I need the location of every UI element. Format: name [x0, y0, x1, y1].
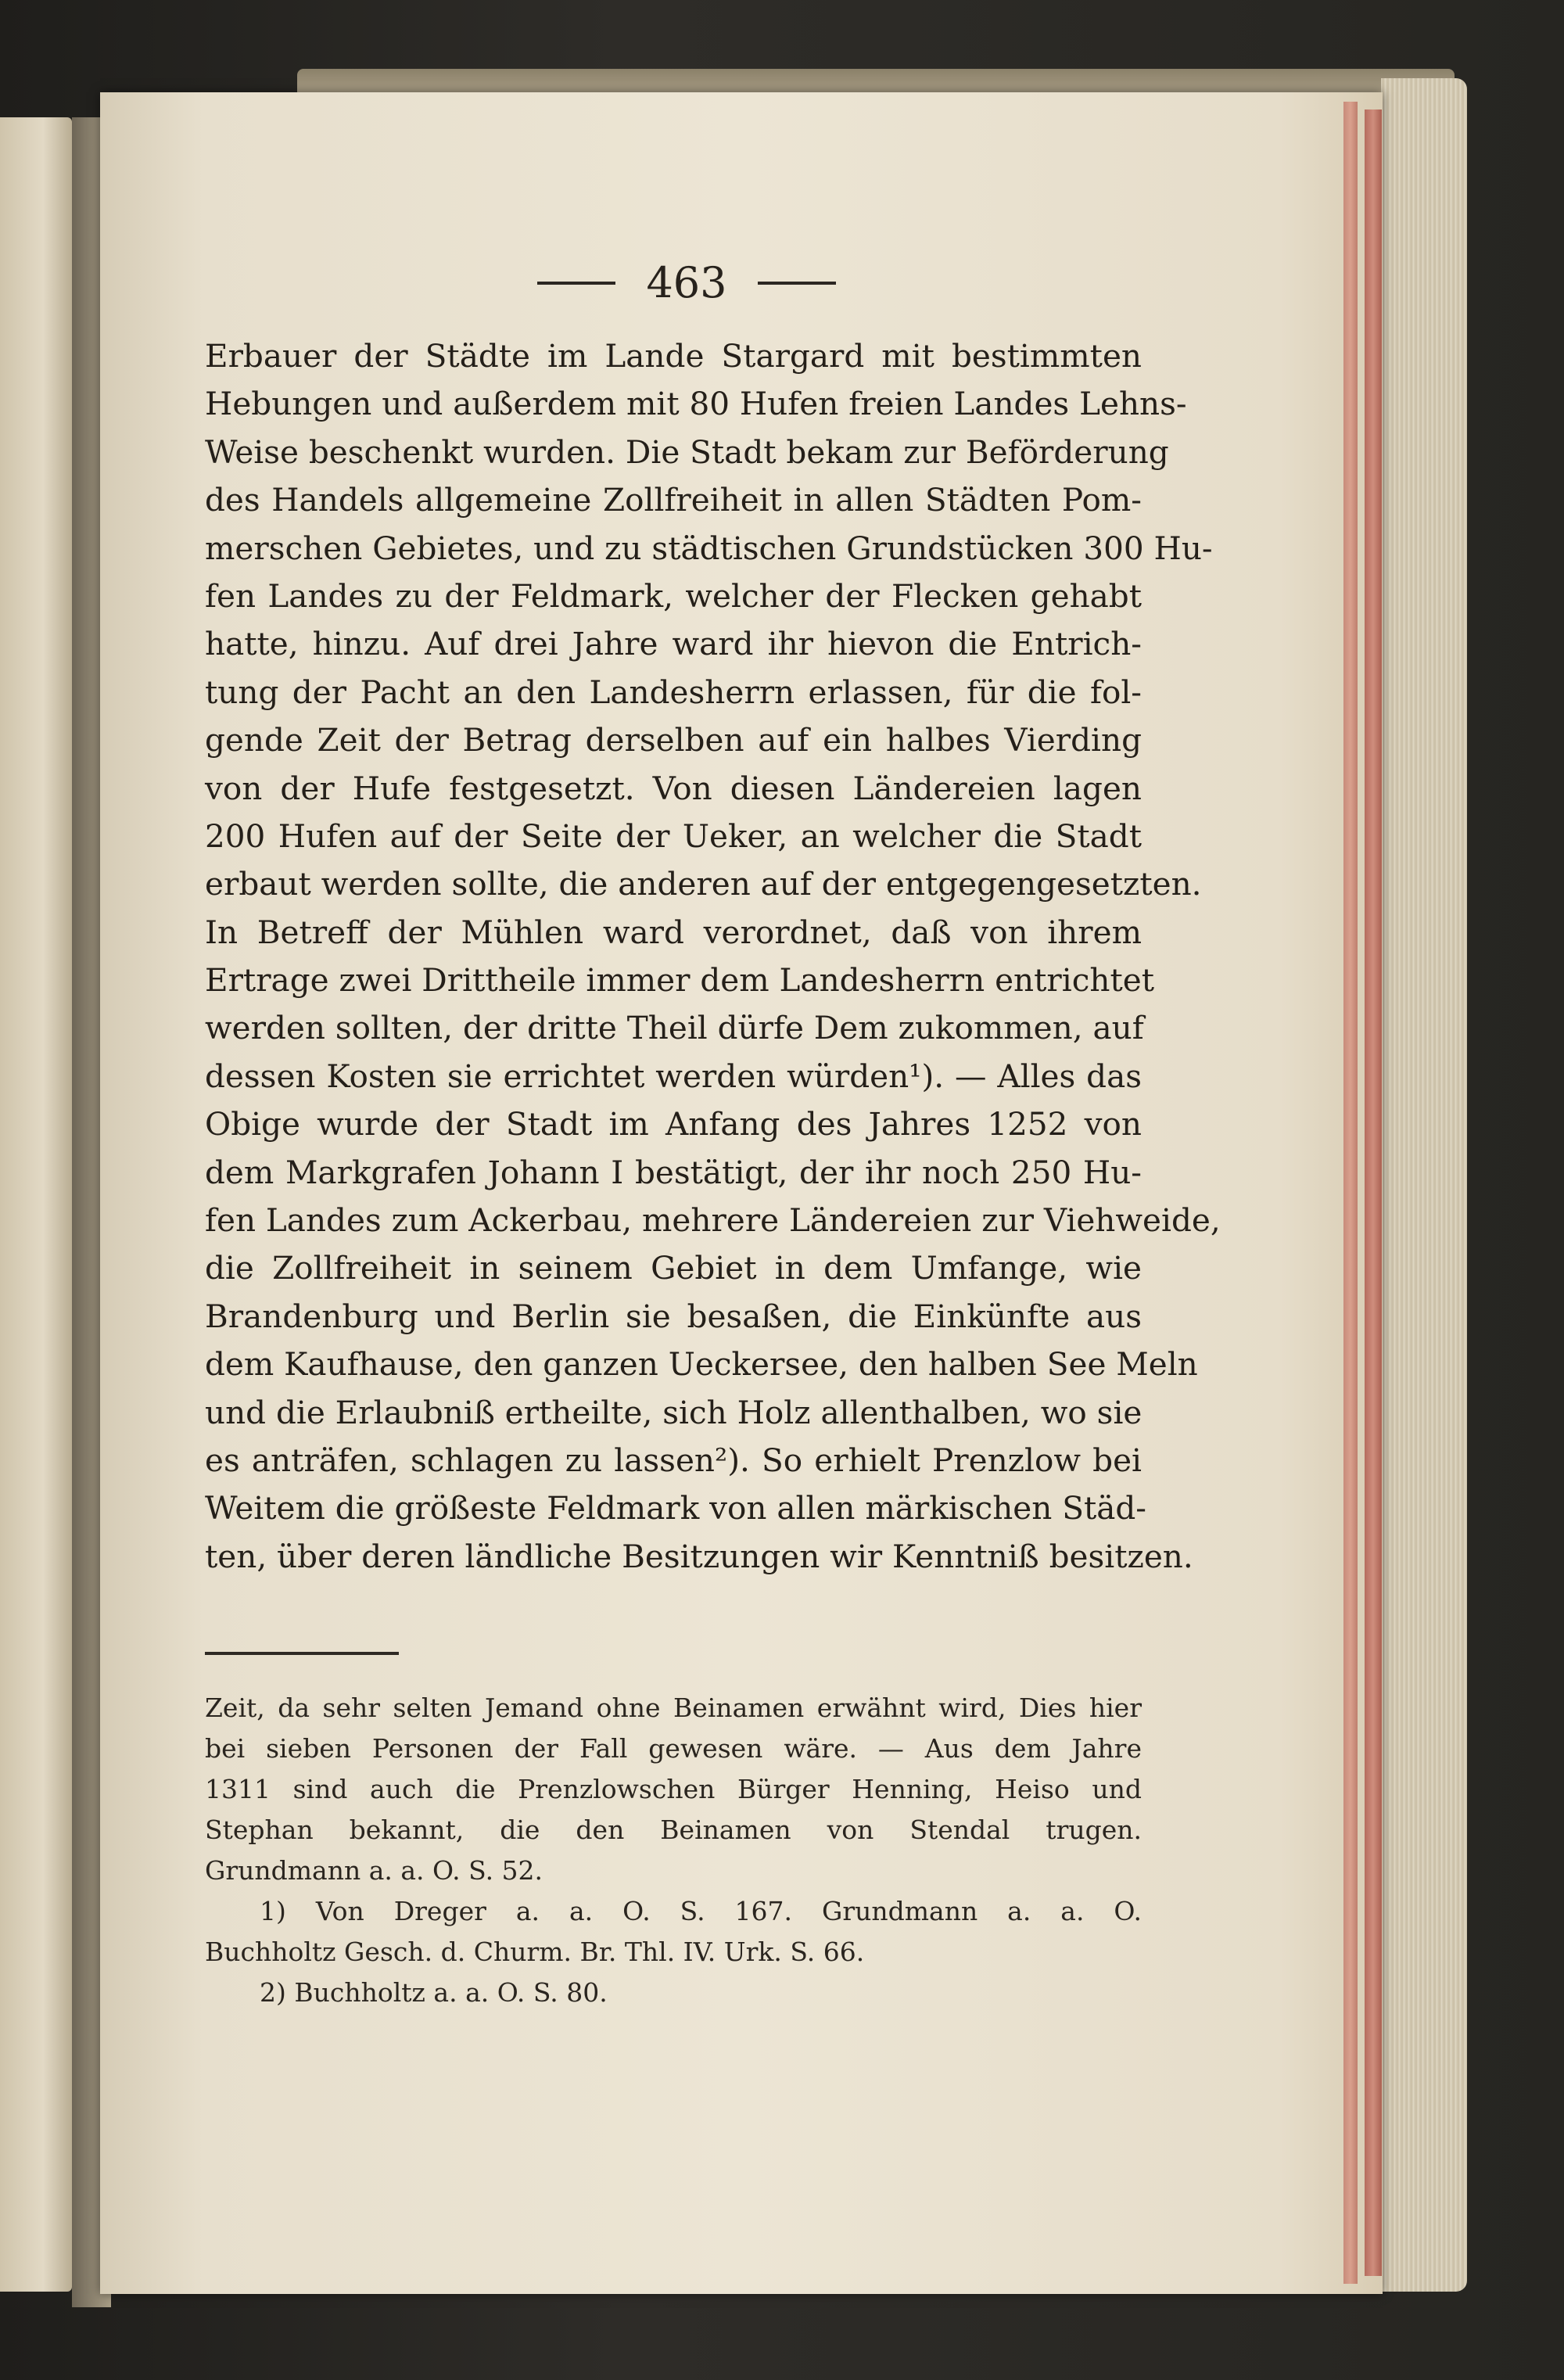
page-block-edge — [1381, 78, 1467, 2292]
red-page-edge-outer — [1365, 109, 1382, 2276]
text-line: es anträfen, schlagen zu lassen²). So erhielt Prenzlow bei — [205, 1441, 1142, 1479]
footnote-line: Grundmann a. a. O. S. 52. — [205, 1855, 543, 1886]
text-line: In Betreff der Mühlen ward verordnet, daß von ihrem — [205, 913, 1142, 951]
footnote-line: 1311 sind auch die Prenzlowschen Bürger Henning, Heiso und — [205, 1774, 1142, 1804]
text-line: Weise beschenkt wurden. Die Stadt bekam zur Beförderung — [205, 433, 1169, 471]
text-line: hatte, hinzu. Auf drei Jahre ward ihr hievon die Entrich- — [205, 625, 1142, 663]
text-line: 200 Hufen auf der Seite der Ueker, an welcher die Stadt — [205, 817, 1142, 855]
footnote-line: Stephan bekannt, die den Beinamen von Stendal trugen. — [205, 1815, 1142, 1845]
text-line: tung der Pacht an den Landesherrn erlassen, für die fol- — [205, 673, 1142, 711]
footnote-line: 1) Von Dreger a. a. O. S. 167. Grundmann a. a. O. — [260, 1896, 1142, 1926]
text-line: die Zollfreiheit in seinem Gebiet in dem Umfange, wie — [205, 1249, 1142, 1287]
text-line: Ertrage zwei Drittheile immer dem Landesherrn entrichtet — [205, 961, 1154, 1000]
footnote-line: 2) Buchholtz a. a. O. S. 80. — [260, 1977, 608, 2008]
text-line: Weitem die größeste Feldmark von allen märkischen Städ- — [205, 1489, 1146, 1527]
text-line: dem Markgrafen Johann I bestätigt, der ihr noch 250 Hu- — [205, 1153, 1142, 1191]
left-page-edge — [0, 117, 72, 2292]
text-line: des Handels allgemeine Zollfreiheit in allen Städten Pom- — [205, 481, 1142, 519]
body-text — [205, 332, 1221, 1581]
page-header — [100, 258, 1273, 321]
text-line: von der Hufe festgesetzt. Von diesen Ländereien lagen — [205, 769, 1142, 807]
footnote-line: Zeit, da sehr selten Jemand ohne Beinamen erwähnt wird, Dies hier — [205, 1693, 1142, 1723]
footnotes — [205, 1688, 1142, 2013]
red-page-edge — [1343, 102, 1358, 2284]
text-line: dem Kaufhause, den ganzen Ueckersee, den halben See Meln — [205, 1345, 1198, 1384]
text-line: Obige wurde der Stadt im Anfang des Jahres 1252 von — [205, 1105, 1142, 1143]
text-line: Hebungen und außerdem mit 80 Hufen freien Landes Lehns- — [205, 385, 1187, 423]
footnote-line: Buchholtz Gesch. d. Churm. Br. Thl. IV. Urk. S. 66. — [205, 1937, 865, 1967]
text-line: fen Landes zu der Feldmark, welcher der Flecken gehabt — [205, 576, 1142, 615]
header-rule-right — [758, 282, 836, 285]
text-line: merschen Gebietes, und zu städtischen Grundstücken 300 Hu- — [205, 529, 1213, 567]
text-line: und die Erlaubniß ertheilte, sich Holz allenthalben, wo sie — [205, 1393, 1143, 1431]
text-line: gende Zeit der Betrag derselben auf ein halbes Vierding — [205, 721, 1142, 759]
text-line: dessen Kosten sie errichtet werden würden¹). — Alles das — [205, 1057, 1142, 1095]
text-line: werden sollten, der dritte Theil dürfe Dem zukommen, auf — [205, 1009, 1144, 1047]
text-line: erbaut werden sollte, die anderen auf der entgegengesetzten. — [205, 865, 1202, 903]
text-line: Brandenburg und Berlin sie besaßen, die Einkünfte aus — [205, 1297, 1142, 1335]
header-rule-left — [537, 282, 615, 285]
footnote-line: bei sieben Personen der Fall gewesen wäre. — Aus dem Jahre — [205, 1733, 1142, 1764]
text-line: fen Landes zum Ackerbau, mehrere Ländereien zur Viehweide, — [205, 1201, 1221, 1240]
footnote-separator — [205, 1652, 399, 1655]
text-line: Erbauer der Städte im Lande Stargard mit bestimmten — [205, 337, 1142, 375]
page-number: 463 — [646, 258, 727, 307]
text-line: ten, über deren ländliche Besitzungen wir Kenntniß besitzen. — [205, 1537, 1193, 1575]
